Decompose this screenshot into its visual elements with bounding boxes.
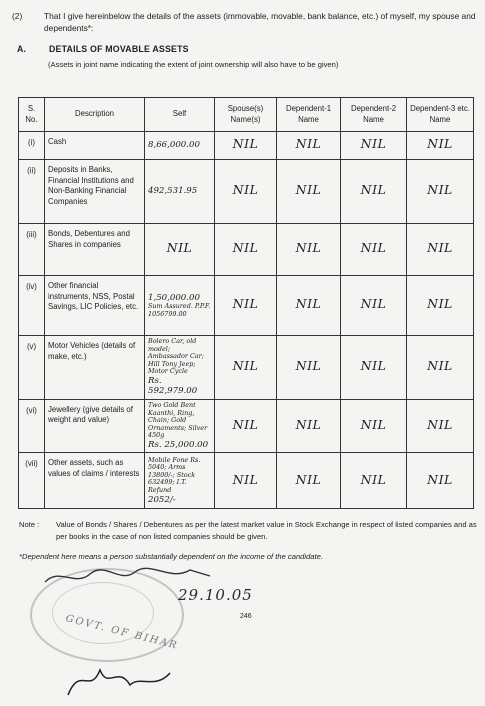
row-dependent-1 bbox=[277, 276, 341, 336]
dependent-1-value: NIL bbox=[295, 471, 322, 487]
row-dependent-3 bbox=[407, 160, 474, 224]
page-number: 246 bbox=[240, 613, 252, 620]
row-dependent-1 bbox=[277, 132, 341, 160]
row-self-value bbox=[145, 276, 215, 336]
stamp-date: 29.10.05 bbox=[178, 586, 253, 604]
intro-text: That I give hereinbelow the details of the assets (immovable, movable, bank balance, etc.) of myself, my spouse and dependents*: bbox=[44, 11, 476, 33]
row-description: Other assets, such as values of claims / interests bbox=[45, 453, 145, 509]
seal-text: GOVT. OF BIHAR bbox=[64, 613, 180, 652]
dependent-2-value: NIL bbox=[360, 296, 387, 312]
spouse-value: NIL bbox=[232, 471, 259, 487]
row-spouse bbox=[215, 132, 277, 160]
movable-assets-table bbox=[18, 97, 474, 509]
header-description: Description bbox=[45, 98, 145, 132]
header-sno: S. No. bbox=[19, 98, 45, 132]
table-row bbox=[19, 224, 474, 276]
row-dependent-3 bbox=[407, 336, 474, 400]
header-spouse: Spouse(s) Name(s) bbox=[215, 98, 277, 132]
dependent-1-value: NIL bbox=[295, 416, 322, 432]
row-description: Bonds, Debentures and Shares in companies bbox=[45, 224, 145, 276]
row-dependent-1 bbox=[277, 399, 341, 452]
row-sno: (v) bbox=[19, 336, 45, 400]
row-self-value bbox=[145, 160, 215, 224]
dependent-3-value: NIL bbox=[427, 416, 453, 432]
dependent-2-value: NIL bbox=[360, 136, 387, 152]
table-row bbox=[19, 336, 474, 400]
dependent-2-value: NIL bbox=[360, 182, 387, 198]
row-dependent-3 bbox=[407, 276, 474, 336]
section-letter: A. bbox=[17, 44, 27, 54]
row-description: Cash bbox=[45, 132, 145, 160]
dependent-2-value: NIL bbox=[360, 416, 387, 432]
row-dependent-2 bbox=[341, 399, 407, 452]
table-row bbox=[19, 399, 474, 452]
section-subtitle: (Assets in joint name indicating the extent of joint ownership will also have to be given) bbox=[48, 60, 339, 69]
note-label: Note : bbox=[19, 520, 40, 529]
header-dependent-1: Dependent-1 Name bbox=[277, 98, 341, 132]
dependent-3-value: NIL bbox=[427, 471, 453, 487]
dependent-3-value: NIL bbox=[427, 182, 453, 198]
spouse-value: NIL bbox=[232, 182, 259, 198]
dependent-1-value: NIL bbox=[295, 240, 322, 256]
table-header-row bbox=[19, 98, 474, 132]
self-amount: 492,531.95 bbox=[148, 186, 198, 197]
row-spouse bbox=[215, 224, 277, 276]
row-description: Other financial instruments, NSS, Postal Savings, LIC Policies, etc. bbox=[45, 276, 145, 336]
spouse-value: NIL bbox=[232, 296, 259, 312]
row-spouse bbox=[215, 276, 277, 336]
row-self-value bbox=[145, 399, 215, 452]
dependent-3-value: NIL bbox=[427, 358, 453, 374]
section-title: DETAILS OF MOVABLE ASSETS bbox=[49, 44, 189, 54]
row-sno: (vii) bbox=[19, 453, 45, 509]
row-spouse bbox=[215, 160, 277, 224]
table-row bbox=[19, 453, 474, 509]
row-dependent-2 bbox=[341, 336, 407, 400]
self-amount: 1,50,000.00 bbox=[148, 292, 200, 303]
header-dependent-3: Dependent-3 etc. Name bbox=[407, 98, 474, 132]
row-dependent-1 bbox=[277, 224, 341, 276]
spouse-value: NIL bbox=[232, 136, 259, 152]
row-description: Motor Vehicles (details of make, etc.) bbox=[45, 336, 145, 400]
row-sno: (ii) bbox=[19, 160, 45, 224]
self-amount: Rs. 592,979.00 bbox=[148, 375, 198, 397]
row-self-value bbox=[145, 336, 215, 400]
row-dependent-2 bbox=[341, 132, 407, 160]
self-amount: Rs. 25,000.00 bbox=[148, 439, 209, 450]
spouse-value: NIL bbox=[232, 240, 259, 256]
row-self-value bbox=[145, 224, 215, 276]
row-sno: (iii) bbox=[19, 224, 45, 276]
dependent-1-value: NIL bbox=[295, 296, 322, 312]
row-dependent-3 bbox=[407, 399, 474, 452]
row-self-value bbox=[145, 453, 215, 509]
row-sno: (vi) bbox=[19, 399, 45, 452]
dependent-1-value: NIL bbox=[295, 136, 322, 152]
header-self: Self bbox=[145, 98, 215, 132]
row-sno: (i) bbox=[19, 132, 45, 160]
row-dependent-1 bbox=[277, 160, 341, 224]
table-row bbox=[19, 276, 474, 336]
dependent-2-value: NIL bbox=[360, 240, 387, 256]
row-dependent-1 bbox=[277, 336, 341, 400]
row-description: Jewellery (give details of weight and value) bbox=[45, 399, 145, 452]
row-dependent-3 bbox=[407, 453, 474, 509]
dependent-1-value: NIL bbox=[295, 358, 322, 374]
self-note: Mobile Fone Rs. 5040; Arms 13800/-; Stock 632499; I.T. Refund bbox=[148, 455, 201, 495]
row-spouse bbox=[215, 336, 277, 400]
spouse-value: NIL bbox=[232, 358, 259, 374]
self-note: Bolero Car, old model; Ambassador Car; Hill Tony Jeep; Motor Cycle bbox=[148, 337, 204, 376]
row-dependent-1 bbox=[277, 453, 341, 509]
row-description: Deposits in Banks, Financial Institutions and Non-Banking Financial Companies bbox=[45, 160, 145, 224]
intro-number: (2) bbox=[12, 11, 23, 21]
row-dependent-2 bbox=[341, 453, 407, 509]
dependent-3-value: NIL bbox=[427, 296, 453, 312]
self-note: Two Gold Bent Kaanthi, Ring, Chain; Gold Ornaments; Silver 450g bbox=[148, 400, 208, 440]
dependent-2-value: NIL bbox=[360, 471, 387, 487]
handwritten-signature bbox=[60, 655, 180, 705]
row-sno: (iv) bbox=[19, 276, 45, 336]
table-row bbox=[19, 132, 474, 160]
row-spouse bbox=[215, 453, 277, 509]
dependent-1-value: NIL bbox=[295, 182, 322, 198]
note-text: Value of Bonds / Shares / Debentures as per the latest market value in Stock Exchange in respect of listed companies and as per books in the case of non listed companies should be given. bbox=[56, 520, 477, 541]
row-dependent-2 bbox=[341, 224, 407, 276]
dependent-2-value: NIL bbox=[360, 358, 387, 374]
row-dependent-2 bbox=[341, 160, 407, 224]
spouse-value: NIL bbox=[232, 416, 259, 432]
row-dependent-2 bbox=[341, 276, 407, 336]
row-dependent-3 bbox=[407, 132, 474, 160]
table-row bbox=[19, 160, 474, 224]
dependent-definition: *Dependent here means a person substantially dependent on the income of the candidate. bbox=[19, 552, 323, 561]
self-note: Sum Assured. P.P.F. 1056799.00 bbox=[148, 302, 211, 318]
self-amount: NIL bbox=[166, 240, 193, 256]
self-amount: 2052/- bbox=[148, 494, 176, 505]
dependent-3-value: NIL bbox=[427, 240, 453, 256]
row-self-value bbox=[145, 132, 215, 160]
row-spouse bbox=[215, 399, 277, 452]
self-amount: 8,66,000.00 bbox=[148, 140, 200, 151]
row-dependent-3 bbox=[407, 224, 474, 276]
dependent-3-value: NIL bbox=[427, 136, 453, 152]
header-dependent-2: Dependent-2 Name bbox=[341, 98, 407, 132]
